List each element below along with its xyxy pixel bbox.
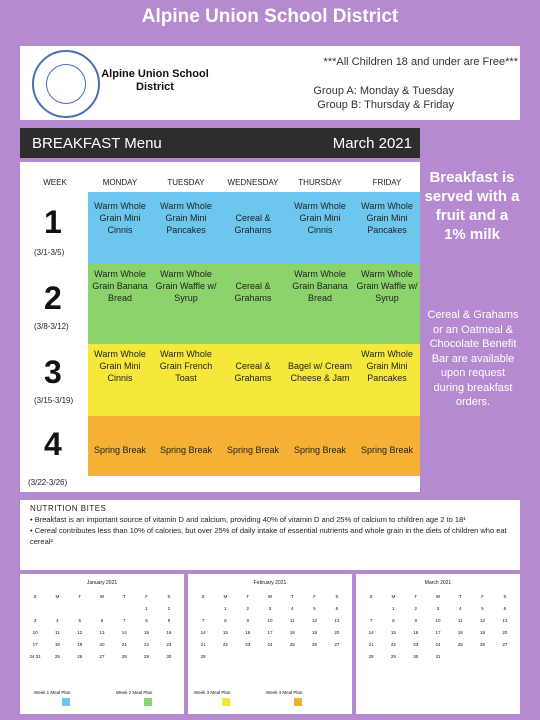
calendar-date (281, 652, 303, 661)
meal-cell: Spring Break (226, 445, 280, 455)
meal-cell: Cereal & Grahams (234, 213, 272, 235)
column-header-friday: FRIDAY (372, 178, 402, 187)
calendar-date: 27 (334, 642, 340, 647)
meal-cell: Warm Whole Grain Waffle w/ Syrup (356, 269, 418, 303)
calendar-day-header: M (223, 594, 228, 599)
week-dates: (3/15-3/19) (34, 396, 74, 405)
school-name: Alpine Union School District (101, 68, 209, 93)
calendar-date (360, 604, 382, 613)
calendar-date: 19 (312, 630, 318, 635)
group-a: Group A: Monday & Tuesday (313, 85, 454, 97)
menu-banner (20, 128, 420, 158)
meal-cell: Warm Whole Grain Mini Pancakes (160, 201, 212, 235)
calendar-date: 21 (368, 642, 374, 647)
calendar-date: 26 (312, 642, 318, 647)
meal-cell: Spring Break (293, 445, 347, 455)
calendar-title: January 2021 (86, 580, 118, 586)
request-note: Cereal & Grahams or an Oatmeal & Chocolate Benefit Bar are available upon request during breakfast orders. (427, 309, 519, 408)
calendar-date (326, 652, 348, 661)
calendar-date: 4 (291, 606, 294, 611)
calendar-date: 14 (121, 630, 127, 635)
calendar-date: 2 (246, 606, 249, 611)
calendar-date: 5 (313, 606, 316, 611)
calendar-date: 17 (267, 630, 273, 635)
calendar-date: 4 (459, 606, 462, 611)
calendar-date: 31 (435, 654, 441, 659)
calendar-day-header: F (313, 594, 316, 599)
calendar-date (237, 652, 259, 661)
meal-cell: Spring Break (93, 445, 147, 455)
nutrition-heading: NUTRITION BITES (30, 504, 107, 513)
week-dates: (3/22-3/26) (28, 478, 68, 487)
calendar-day-header: M (391, 594, 396, 599)
calendar-date (303, 652, 325, 661)
calendar-date: 10 (32, 630, 38, 635)
calendar-date: 7 (369, 618, 373, 623)
calendar-date: 8 (224, 618, 227, 623)
week-number: 2 (44, 280, 62, 316)
calendar-day-header: T (122, 594, 126, 599)
calendar-date: 1 (145, 606, 148, 611)
calendar-date: 13 (334, 618, 340, 623)
breakfast-served-note: Breakfast is served with a fruit and a 1% milk (424, 169, 520, 243)
free-note: ***All Children 18 and under are Free*** (323, 56, 518, 68)
calendar-date: 1 (392, 606, 395, 611)
calendar-date: 20 (502, 630, 508, 635)
calendar-date: 26 (480, 642, 486, 647)
legend-swatch (294, 698, 302, 706)
meal-cell: Warm Whole Grain Mini Cinnis (294, 201, 346, 235)
week-number: 4 (44, 426, 62, 462)
menu-month: March 2021 (332, 135, 412, 152)
calendar-date: 24 31 (29, 654, 41, 659)
calendar-title: March 2021 (424, 580, 452, 586)
meal-cell: Warm Whole Grain French Toast (159, 349, 213, 383)
legend-item: Week 2 Meal Plan (116, 690, 152, 695)
calendar-date: 11 (457, 618, 463, 623)
calendar-date: 6 (100, 618, 104, 623)
calendar-day-header: W (99, 594, 105, 599)
calendar-date: 6 (335, 606, 339, 611)
calendar-date (471, 652, 493, 661)
calendar-date (91, 604, 113, 613)
calendar-date: 24 (267, 642, 273, 647)
calendar-date: 4 (56, 618, 59, 623)
meal-cell: Spring Break (360, 445, 414, 455)
calendar-date: 20 (99, 642, 105, 647)
calendar-date: 5 (481, 606, 484, 611)
calendar-day-header: T (78, 594, 82, 599)
calendar-date: 12 (77, 630, 83, 635)
calendar-day-header: S (335, 594, 339, 599)
column-header-wednesday: WEDNESDAY (227, 178, 279, 187)
calendar-date: 21 (200, 642, 206, 647)
meal-cell: Warm Whole Grain Banana Bread (292, 269, 348, 303)
calendar-day-header: S (167, 594, 171, 599)
calendar-date: 7 (123, 618, 126, 623)
calendar-day-header: W (267, 594, 273, 599)
calendar-date: 16 (413, 630, 419, 635)
calendar-day-header: T (246, 594, 250, 599)
calendar-date: 14 (368, 630, 374, 635)
column-header-tuesday: TUESDAY (167, 178, 205, 187)
calendar-date: 27 (99, 654, 105, 659)
calendar-date: 3 (436, 606, 440, 611)
week-dates: (3/1-3/5) (34, 248, 65, 257)
calendar-date: 1 (224, 606, 227, 611)
menu-title: BREAKFAST Menu (32, 135, 162, 152)
calendar-date: 13 (502, 618, 508, 623)
meal-cell: Cereal & Grahams (234, 281, 272, 303)
calendar-day-header: W (435, 594, 441, 599)
calendar-date: 15 (222, 630, 228, 635)
calendar-day-header: S (503, 594, 507, 599)
calendar-date: 6 (503, 606, 507, 611)
calendar-day-header: S (33, 594, 37, 599)
calendar-date: 28 (368, 654, 374, 659)
calendar-date: 2 (414, 606, 417, 611)
calendar-day-header: S (369, 594, 373, 599)
calendar-date: 8 (145, 618, 148, 623)
calendar-march (356, 574, 520, 714)
legend-swatch (62, 698, 70, 706)
calendar-date: 30 (166, 654, 172, 659)
calendar-date: 9 (414, 618, 417, 623)
calendar-date: 25 (289, 642, 295, 647)
group-schedule (250, 84, 454, 112)
meal-cell: Warm Whole Grain Waffle w/ Syrup (155, 269, 217, 303)
meal-cell: Warm Whole Grain Mini Cinnis (94, 349, 146, 383)
calendar-date (494, 652, 516, 661)
calendar-date: 16 (166, 630, 172, 635)
calendar-date: 28 (121, 654, 127, 659)
calendar-date: 11 (55, 630, 60, 635)
calendar-date: 23 (245, 642, 251, 647)
calendar-date: 22 (222, 642, 228, 647)
calendar-date: 9 (167, 618, 171, 623)
calendar-date (24, 604, 46, 613)
calendar-date (113, 604, 135, 613)
calendar-date: 17 (32, 642, 38, 647)
calendar-date: 18 (289, 630, 295, 635)
calendar-date: 5 (78, 618, 81, 623)
calendar-date: 19 (77, 642, 83, 647)
calendar-date: 16 (245, 630, 251, 635)
calendar-date: 30 (413, 654, 419, 659)
calendar-date: 20 (334, 630, 340, 635)
calendar-date: 25 (457, 642, 463, 647)
page-title: Alpine Union School District (141, 6, 399, 27)
legend-swatch (222, 698, 230, 706)
calendar-day-header: T (458, 594, 462, 599)
calendar-date: 3 (33, 618, 37, 623)
meal-cell: Bagel w/ Cream Cheese & Jam (287, 361, 353, 383)
calendar-day-header: F (145, 594, 148, 599)
calendar-date: 22 (144, 642, 150, 647)
calendar-date: 18 (54, 642, 60, 647)
calendar-date: 10 (267, 618, 273, 623)
calendar-date (192, 604, 214, 613)
nutrition-bullet: • Breakfast is an important source of vitamin D and calcium, providing 40% of vitamin D and 25% of calcium to children age 2 to 18¹ (30, 515, 466, 524)
calendar-date: 15 (390, 630, 396, 635)
nutrition-bites (20, 500, 520, 570)
calendar-day-header: F (481, 594, 484, 599)
calendar-date: 29 (390, 654, 396, 659)
column-header-monday: MONDAY (102, 178, 138, 187)
calendar-date (46, 604, 68, 613)
calendar-date: 21 (121, 642, 127, 647)
calendar-date: 11 (289, 618, 295, 623)
legend-item: Week 3 Meal Plan (194, 690, 230, 695)
legend-item: Week 4 Meal Plan (266, 690, 302, 695)
calendar-date: 17 (435, 630, 441, 635)
calendar-date: 23 (166, 642, 172, 647)
calendar-date: 14 (200, 630, 206, 635)
calendar-date: 22 (390, 642, 396, 647)
meal-cell: Spring Break (159, 445, 213, 455)
meal-cell: Warm Whole Grain Banana Bread (92, 269, 148, 303)
meal-cell: Warm Whole Grain Mini Cinnis (94, 201, 146, 235)
week-number: 1 (44, 204, 62, 240)
calendar-date: 8 (392, 618, 395, 623)
calendar-date: 15 (144, 630, 150, 635)
calendar-date: 3 (268, 606, 272, 611)
calendar-date: 2 (167, 606, 171, 611)
calendar-date: 7 (201, 618, 205, 623)
calendar-date: 9 (246, 618, 249, 623)
week-number: 3 (44, 354, 62, 390)
group-b: Group B: Thursday & Friday (317, 99, 454, 111)
calendar-date: 10 (435, 618, 441, 623)
calendar-date: 13 (99, 630, 105, 635)
meal-cell: Warm Whole Grain Mini Pancakes (361, 349, 413, 383)
calendar-date: 19 (480, 630, 486, 635)
calendar-date: 24 (435, 642, 441, 647)
column-header-thursday: THURSDAY (298, 178, 342, 187)
meal-cell: Cereal & Grahams (234, 361, 272, 383)
calendar-date: 12 (480, 618, 486, 623)
calendar-date: 25 (54, 654, 60, 659)
calendar-date: 12 (312, 618, 318, 623)
district-logo (32, 50, 100, 118)
calendar-date: 29 (144, 654, 150, 659)
calendar-date (259, 652, 281, 661)
calendar-date: 26 (77, 654, 83, 659)
calendar-date: 27 (502, 642, 508, 647)
legend-swatch (144, 698, 152, 706)
calendar-date: 23 (413, 642, 419, 647)
calendar-title: February 2021 (253, 580, 287, 586)
calendar-day-header: T (290, 594, 294, 599)
calendar-date (69, 604, 91, 613)
calendar-day-header: M (55, 594, 60, 599)
meal-cell: Warm Whole Grain Mini Pancakes (361, 201, 413, 235)
calendar-day-header: S (201, 594, 205, 599)
week-dates: (3/8-3/12) (34, 322, 69, 331)
calendar-date (449, 652, 471, 661)
calendar-date (214, 652, 236, 661)
legend-item: Week 1 Meal Plan (34, 690, 70, 695)
nutrition-bullet: • Cereal contributes less than 10% of calories, but over 25% of daily intake of essential nutrients and whole grain in the diets of children who eat cereal² (30, 526, 507, 546)
calendar-date: 28 (200, 654, 206, 659)
column-header-week: WEEK (43, 178, 67, 187)
calendar-day-header: T (414, 594, 418, 599)
calendar-date: 18 (457, 630, 463, 635)
